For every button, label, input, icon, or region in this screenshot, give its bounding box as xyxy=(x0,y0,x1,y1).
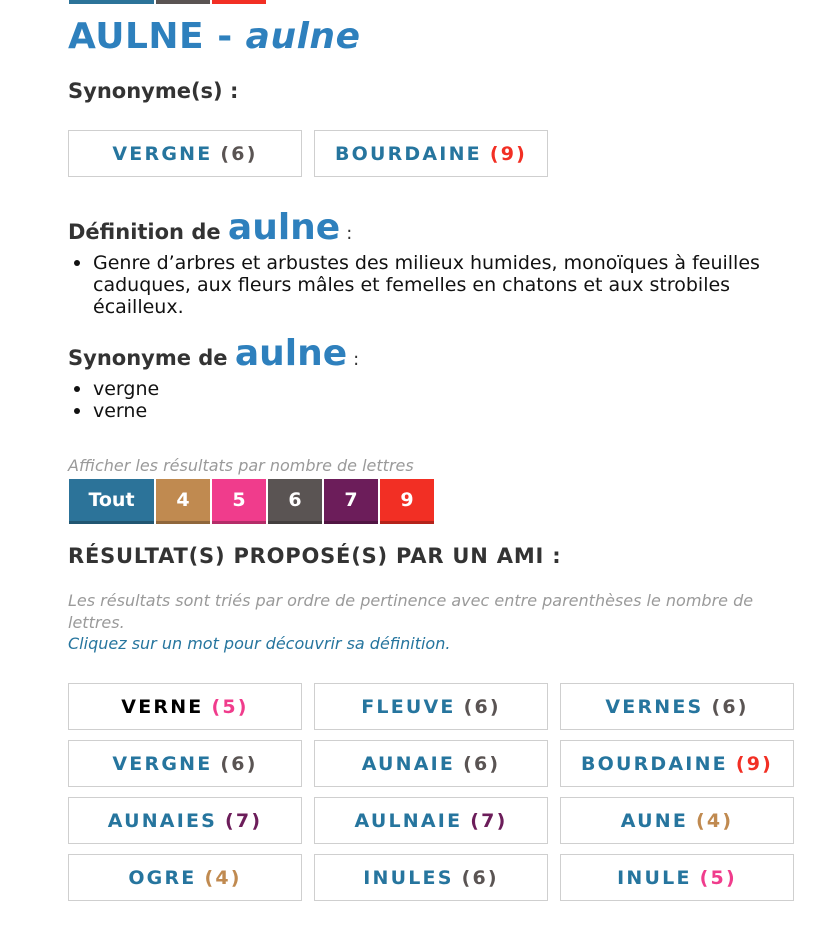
word-label: INULE xyxy=(617,866,692,889)
word-label: BOURDAINE xyxy=(334,142,482,165)
letter-count: (9) xyxy=(735,752,774,775)
definition-item: Genre d’arbres et arbustes des milieux humides, monoïques à feuilles caduques, aux fleurs mâles et femelles en chatons et aux strobiles écailleux. xyxy=(74,252,814,318)
results-sort-note: Les résultats sont triés par ordre de pertinence avec entre parenthèses le nombre de lettres. xyxy=(68,591,754,632)
title-separator: - xyxy=(204,16,246,57)
definition-heading-word: aulne xyxy=(227,207,341,248)
word-label: VERGNE xyxy=(112,752,213,775)
letter-count: (7) xyxy=(470,809,508,832)
word-label: AUNE xyxy=(620,809,689,832)
letter-count: (6) xyxy=(220,752,258,775)
results-heading: RÉSULTAT(S) PROPOSÉ(S) PAR UN AMI : xyxy=(68,544,562,568)
synonym-of-item: vergne xyxy=(74,378,159,400)
synonym-button[interactable] xyxy=(68,130,302,177)
result-word-button[interactable] xyxy=(68,740,302,787)
letter-count: (6) xyxy=(461,866,499,889)
result-word-button[interactable] xyxy=(560,797,794,844)
word-label: AUNAIES xyxy=(107,809,218,832)
word-label: VERGNE xyxy=(112,142,213,165)
word-label: BOURDAINE xyxy=(580,752,728,775)
letter-count-filter-bar xyxy=(69,479,436,524)
letter-count: (4) xyxy=(696,809,734,832)
filter-button-6[interactable]: 6 xyxy=(268,479,322,524)
results-click-hint[interactable]: Cliquez sur un mot pour découvrir sa définition. xyxy=(68,634,451,653)
word-label: INULES xyxy=(363,866,454,889)
word-label: FLEUVE xyxy=(361,695,456,718)
letter-count: (6) xyxy=(463,752,501,775)
result-word-button[interactable] xyxy=(68,797,302,844)
word-label: VERNE xyxy=(121,695,204,718)
synonym-of-heading-word: aulne xyxy=(234,333,348,374)
definition-heading xyxy=(68,207,352,248)
synonym-of-heading xyxy=(68,333,359,374)
strip-segment xyxy=(212,0,266,4)
synonym-button[interactable] xyxy=(314,130,548,177)
definition-heading-prefix: Définition de xyxy=(68,220,221,244)
strip-segment xyxy=(156,0,210,4)
filter-button-4[interactable]: 4 xyxy=(156,479,210,524)
letter-count: (7) xyxy=(225,809,263,832)
synonyms-heading: Synonyme(s) : xyxy=(68,79,239,103)
result-word-button[interactable] xyxy=(314,797,548,844)
top-color-strip xyxy=(69,0,268,4)
letter-count: (5) xyxy=(699,866,737,889)
result-word-button[interactable] xyxy=(560,740,794,787)
result-word-button[interactable] xyxy=(314,854,548,901)
filter-button-7[interactable]: 7 xyxy=(324,479,378,524)
result-word-button[interactable] xyxy=(68,854,302,901)
definition-list xyxy=(74,252,814,318)
letter-count: (4) xyxy=(204,866,242,889)
result-word-button[interactable] xyxy=(560,683,794,730)
filter-button-all[interactable]: Tout xyxy=(69,479,154,524)
letter-count: (6) xyxy=(220,142,258,165)
page-title xyxy=(68,16,360,57)
letter-count: (6) xyxy=(711,695,749,718)
word-label: AUNAIE xyxy=(361,752,456,775)
synonym-of-heading-colon: : xyxy=(353,349,360,370)
filter-button-5[interactable]: 5 xyxy=(212,479,266,524)
result-word-button[interactable] xyxy=(68,683,302,730)
letter-count: (9) xyxy=(489,142,528,165)
result-word-button[interactable] xyxy=(314,740,548,787)
title-word-lower: aulne xyxy=(245,16,361,57)
letter-count: (5) xyxy=(211,695,249,718)
title-word-upper: AULNE xyxy=(68,16,205,57)
definition-heading-colon: : xyxy=(346,223,353,244)
word-label: OGRE xyxy=(128,866,197,889)
filter-label: Afficher les résultats par nombre de lettres xyxy=(68,456,414,475)
synonym-of-item: verne xyxy=(74,400,159,422)
strip-segment xyxy=(69,0,154,4)
filter-button-9[interactable]: 9 xyxy=(380,479,434,524)
letter-count: (6) xyxy=(463,695,501,718)
word-label: AULNAIE xyxy=(354,809,463,832)
result-word-button[interactable] xyxy=(560,854,794,901)
word-label: VERNES xyxy=(605,695,704,718)
synonym-of-heading-prefix: Synonyme de xyxy=(68,346,228,370)
synonym-of-list xyxy=(74,378,159,422)
result-word-button[interactable] xyxy=(314,683,548,730)
